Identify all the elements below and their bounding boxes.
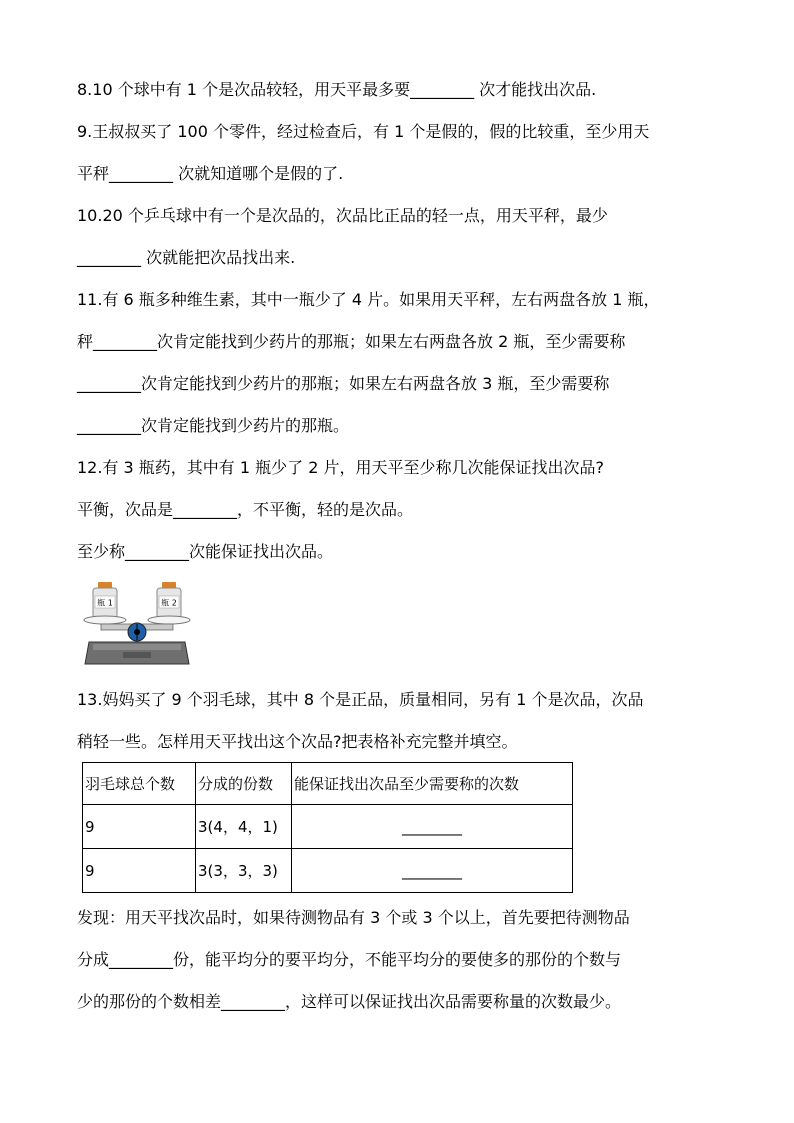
q9-line-1: 9.王叔叔买了 100 个零件，经过检查后，有 1 个是假的，假的比较重，至少用天 [77, 122, 650, 141]
finding-line-2: 分成________份，能平均分的要平均分，不能平均分的要使多的那份的个数与 [77, 950, 622, 969]
q13-line-2: 稍轻一些。怎样用天平找出这个次品?把表格补充完整并填空。 [77, 732, 518, 751]
q8-line: 8.10 个球中有 1 个是次品较轻，用天平最多要________ 次才能找出次品. [77, 80, 597, 99]
cell-times-blank[interactable]: ________ [292, 805, 573, 849]
table-row [83, 849, 573, 893]
q10-line-1: 10.20 个乒乓球中有一个是次品的，次品比正品的轻一点，用天平秤，最少 [77, 206, 608, 225]
jar-2-icon [157, 582, 181, 618]
q12-line-2: 平衡，次品是________，不平衡，轻的是次品。 [77, 500, 414, 519]
table-row [83, 805, 573, 849]
cell-parts: 3(4，4，1) [196, 805, 292, 849]
cell-total: 9 [83, 849, 196, 893]
q11-line-2: 秤________次肯定能找到少药片的那瓶；如果左右两盘各放 2 瓶，至少需要称 [77, 332, 626, 351]
header-times: 能保证找出次品至少需要称的次数 [292, 763, 573, 805]
finding [77, 908, 727, 1034]
cell-parts: 3(3，3，3) [196, 849, 292, 893]
q11-line-1: 11.有 6 瓶多种维生素，其中一瓶少了 4 片。如果用天平秤，左右两盘各放 1 瓶， [77, 290, 660, 309]
header-total: 羽毛球总个数 [83, 763, 196, 805]
balance-scale-image [83, 580, 191, 668]
q11-line-4: ________次肯定能找到少药片的那瓶。 [77, 416, 350, 435]
svg-text:瓶 1: 瓶 1 [97, 598, 113, 608]
q12-line-3: 至少称________次能保证找出次品。 [77, 542, 334, 561]
jar-1-icon [93, 582, 117, 618]
q11-line-3: ________次肯定能找到少药片的那瓶；如果左右两盘各放 3 瓶，至少需要称 [77, 374, 610, 393]
table-header-row [83, 763, 573, 805]
cell-times-blank[interactable]: ________ [292, 849, 573, 893]
q13-line-1: 13.妈妈买了 9 个羽毛球，其中 8 个是正品，质量相同，另有 1 个是次品，次品 [77, 690, 644, 709]
cell-total: 9 [83, 805, 196, 849]
finding-line-3: 少的那份的个数相差________，这样可以保证找出次品需要称量的次数最少。 [77, 992, 622, 1011]
q10-line-2: ________ 次就能把次品找出来. [77, 248, 296, 267]
svg-text:瓶 2: 瓶 2 [161, 598, 177, 608]
answer-table [82, 762, 573, 893]
questions [77, 80, 727, 584]
q9-line-2: 平秤________ 次就知道哪个是假的了. [77, 164, 344, 183]
finding-line-1: 发现：用天平找次品时，如果待测物品有 3 个或 3 个以上，首先要把待测物品 [77, 908, 630, 927]
q12-line-1: 12.有 3 瓶药，其中有 1 瓶少了 2 片，用天平至少称几次能保证找出次品? [77, 458, 604, 477]
header-parts: 分成的份数 [196, 763, 292, 805]
